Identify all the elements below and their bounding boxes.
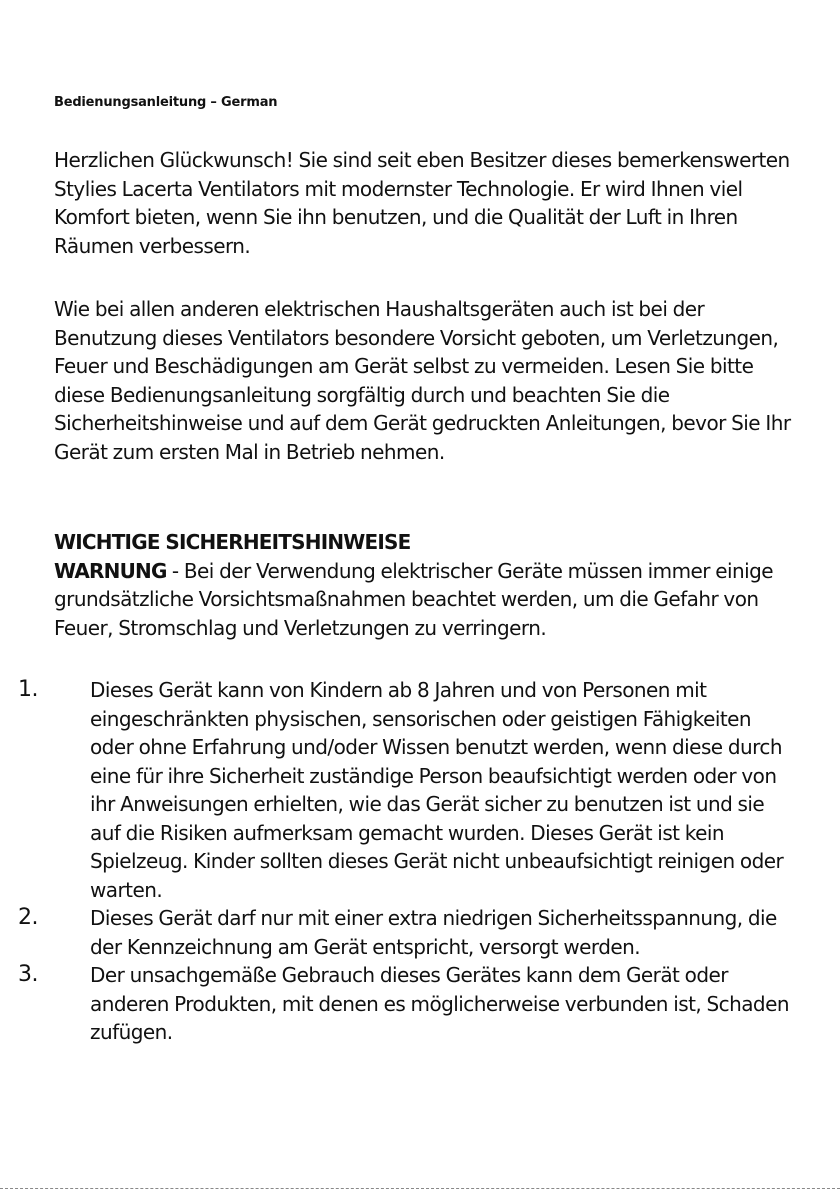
intro-paragraph-1: Herzlichen Glückwunsch! Sie sind seit eben Besitzer dieses bemerkenswerten Stylies Lacerta Ventilators mit modernster Technologie. Er wird Ihnen viel Komfort bieten, wenn Sie ihn benutzen, und die Qualität der Luft in Ihren Räumen verbessern. (54, 148, 790, 258)
list-item-text: Dieses Gerät kann von Kindern ab 8 Jahren und von Personen mit eingeschränkten physischen, sensorischen oder geistigen Fähigkeiten oder ohne Erfahrung und/oder Wissen benutzt werden, wenn diese durch eine für ihre Sicherheit zuständige Person beaufsichtigt werden oder von ihr Anweisungen erhielten, wie das Gerät sicher zu benutzen ist und sie auf die Risiken aufmerksam gemacht wurden. Dieses Gerät ist kein Spielzeug. Kinder sollten dieses Gerät nicht unbeaufsichtigt reinigen oder warten. (90, 678, 784, 902)
intro-paragraph-2: Wie bei allen anderen elektrischen Haushaltsgeräten auch ist bei der Benutzung dieses Ventilators besondere Vorsicht geboten, um Verletzungen, Feuer und Beschädigungen am Gerät selbst zu vermeiden. Lesen Sie bitte diese Bedienungsanleitung sorgfältig durch und beachten Sie die Sicherheitshinweise und auf dem Gerät gedruckten Anleitungen, bevor Sie Ihr Gerät zum ersten Mal in Betrieb nehmen. (54, 297, 791, 464)
list-item (0, 961, 840, 1047)
list-item-number: 3. (18, 962, 38, 987)
list-item-number: 2. (18, 905, 38, 930)
safety-section (54, 528, 794, 642)
list-item-number: 1. (18, 677, 38, 702)
warning-text: - Bei der Verwendung elektrischer Geräte müssen immer einige grundsätzliche Vorsichtsmaßnahmen beachtet werden, um die Gefahr von Feuer, Stromschlag und Verletzungen zu verringern. (54, 558, 774, 640)
warning-label: WARNUNG (54, 558, 167, 583)
page-bottom-divider (0, 1188, 840, 1189)
safety-instructions-list (0, 676, 840, 1047)
list-item-text: Der unsachgemäße Gebrauch dieses Gerätes kann dem Gerät oder anderen Produkten, mit denen es möglicherweise verbunden ist, Schaden zufügen. (90, 963, 789, 1044)
warning-paragraph (54, 557, 794, 643)
list-item (0, 676, 840, 904)
list-item (0, 904, 840, 961)
document-header: Bedienungsanleitung – German (54, 95, 278, 110)
safety-heading: WICHTIGE SICHERHEITSHINWEISE (54, 530, 411, 554)
list-item-text: Dieses Gerät darf nur mit einer extra niedrigen Sicherheitsspannung, die der Kennzeichnung am Gerät entspricht, versorgt werden. (90, 906, 777, 959)
